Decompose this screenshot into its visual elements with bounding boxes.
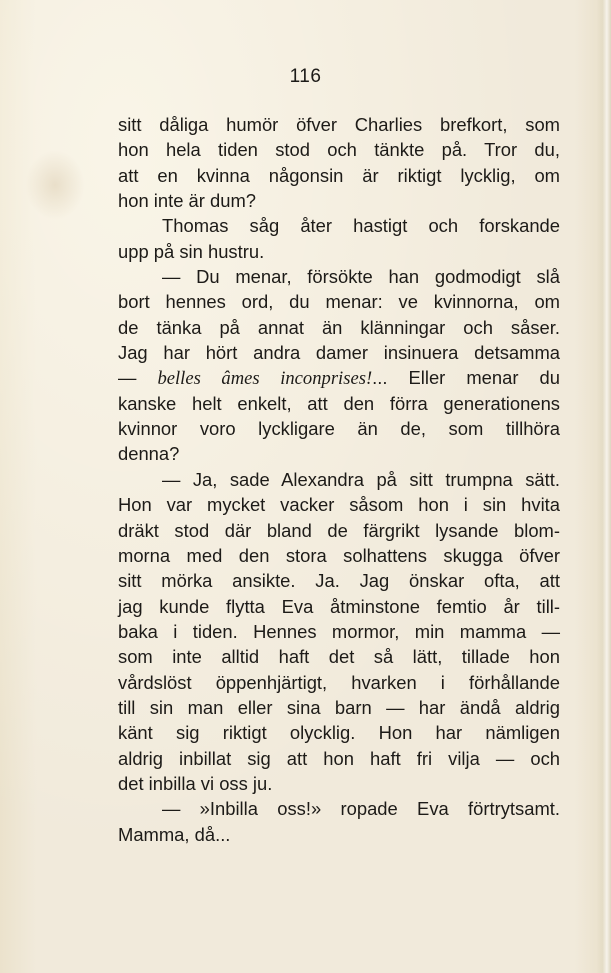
- text-line: hon inte är dum?: [118, 190, 257, 212]
- text-line: jag kunde flytta Eva åtminstone femtio år till-: [118, 595, 560, 617]
- line-continuation: ... Eller menar du: [372, 367, 560, 389]
- text-line: det inbilla vi oss ju.: [118, 772, 273, 794]
- text-line: sitt dåliga humör öfver Charlies brefkort, som: [118, 114, 560, 135]
- text-line: bort hennes ord, du menar: ve kvinnorna, om: [118, 291, 560, 313]
- text-line: att en kvinna någonsin är riktigt lycklig, om: [118, 164, 560, 186]
- text-line: Thomas såg åter hastigt och forskande: [162, 215, 560, 237]
- text-line: — Ja, sade Alexandra på sitt trumpna sätt.: [162, 468, 560, 490]
- italic-phrase: belles âmes inconprises!: [157, 368, 373, 390]
- text-line: baka i tiden. Hennes mormor, min mamma —: [118, 620, 560, 642]
- body-text: [118, 112, 560, 847]
- text-line: Hon var mycket vacker såsom hon i sin hvita: [118, 494, 560, 516]
- text-line: kvinnor voro lyckligare än de, som tillhöra: [118, 418, 560, 440]
- text-line: dräkt stod där bland de färgrikt lysande blom-: [118, 519, 560, 541]
- text-line: [118, 365, 560, 390]
- text-line: upp på sin hustru.: [118, 240, 265, 262]
- text-line: vårdslöst öppenhjärtigt, hvarken i förhållande: [118, 671, 560, 693]
- text-line: som inte alltid haft det så lätt, tillade hon: [118, 646, 560, 668]
- text-line: — Du menar, försökte han godmodigt slå: [162, 266, 560, 288]
- text-line: hon hela tiden stod och tänkte på. Tror du,: [118, 139, 560, 161]
- text-line: kanske helt enkelt, att den förra generationens: [118, 392, 560, 414]
- text-line: till sin man eller sina barn — har ändå aldrig: [118, 696, 560, 718]
- paper-stain: [25, 150, 85, 220]
- page-number: 116: [289, 66, 322, 87]
- text-line: de tänka på annat än klänningar och såser.: [118, 316, 560, 338]
- page-edge: [597, 0, 611, 973]
- text-line: — »Inbilla oss!» ropade Eva förtrytsamt.: [162, 798, 560, 820]
- text-line: Jag har hört andra damer insinuera detsamma: [118, 342, 560, 364]
- text-line: aldrig inbillat sig att hon haft fri vilja — och: [118, 747, 560, 769]
- text-line: denna?: [118, 443, 180, 465]
- text-line: morna med den stora solhattens skugga öfver: [118, 544, 560, 566]
- dash-prefix: —: [118, 367, 158, 389]
- text-line: Mamma, då...: [118, 823, 231, 845]
- text-line: känt sig riktigt olycklig. Hon har nämligen: [118, 722, 560, 744]
- text-line: sitt mörka ansikte. Ja. Jag önskar ofta, att: [118, 570, 560, 592]
